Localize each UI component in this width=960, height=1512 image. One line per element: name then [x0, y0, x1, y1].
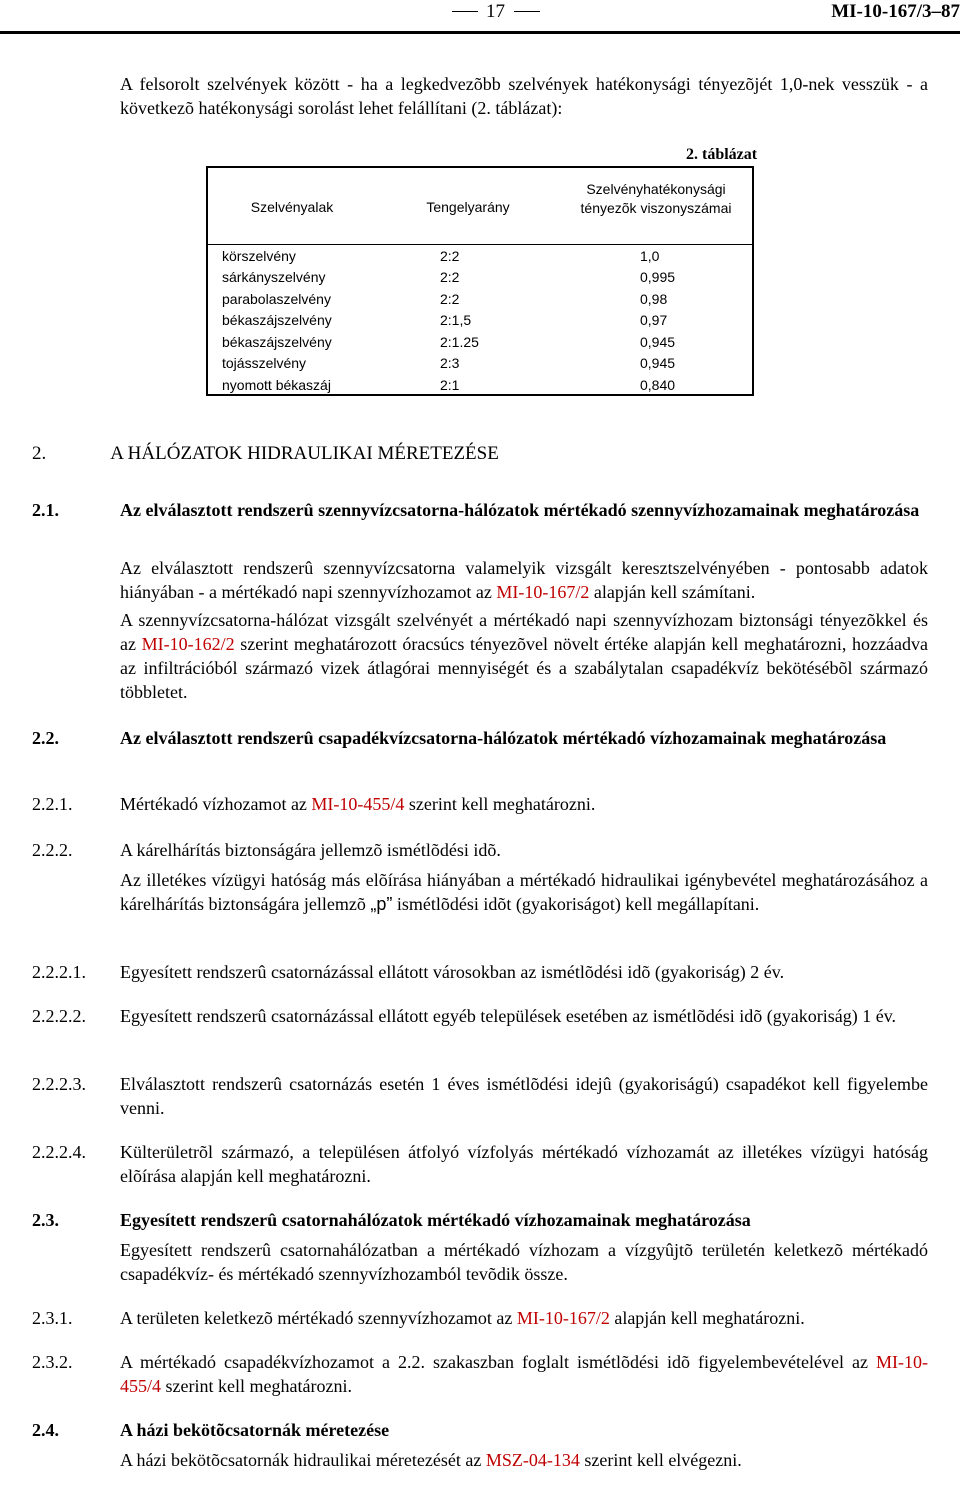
section-number: 2.3.: [32, 1210, 59, 1230]
paragraph-text: Egyesített rendszerû csatornázással ellátott városokban az ismétlõdési idõ (gyakoriság) 2 év.: [120, 962, 785, 982]
section-number: 2.3.1.: [32, 1308, 73, 1328]
header-rule: [0, 31, 960, 34]
table-cell-factor: 1,0: [640, 248, 660, 264]
efficiency-table: [206, 166, 754, 396]
table-header-shape: Szelvényalak: [250, 199, 334, 215]
section-number: 2.2.2.3.: [32, 1074, 86, 1094]
section-number: 2.2.2.1.: [32, 962, 86, 982]
paragraph-text: szerint meghatározott óracsúcs tényezõvel növelt értéke alapján kell meghatározni, hozzáadva az infiltrációból származó vizek átlagórai mennyiségét és a szabálytalan csapadékvíz bekötésébõl származó többletet.: [120, 634, 928, 702]
paragraph-text: Mértékadó vízhozamot az: [120, 794, 312, 814]
section-number: 2.2.: [32, 728, 59, 748]
section-number: 2.2.2.4.: [32, 1142, 86, 1162]
table-cell-factor: 0,945: [640, 334, 676, 350]
table-cell-shape: békaszájszelvény: [222, 312, 332, 328]
table-cell-ratio: 2:1,5: [440, 312, 472, 328]
paragraph-text: szerint kell meghatározni.: [404, 794, 596, 814]
paragraph-text: alapján kell meghatározni.: [609, 1308, 805, 1328]
paragraph-text: alapján kell számítani.: [589, 582, 756, 602]
table-cell-shape: parabolaszelvény: [222, 291, 331, 307]
table-cell-ratio: 2:3: [440, 355, 460, 371]
table-header-ratio: Tengelyarány: [426, 199, 510, 215]
section-number: 2.2.2.: [32, 840, 73, 860]
paragraph-text: Az illetékes vízügyi hatóság más elõírása hiányában a mértékadó hidraulikai igénybevétel meghatározásához a kárelhárítás biztonságára jellemzõ: [120, 870, 928, 914]
standard-reference: MI-10-167/2: [496, 582, 590, 602]
paragraph-text: A szennyvízcsatorna-hálózat vizsgált szelvényét a mértékadó napi szennyvízhozam biztonsági tényezõkkel és az: [120, 610, 928, 654]
document-code: MI-10-167/3–87: [831, 1, 960, 22]
table-cell-shape: sárkányszelvény: [222, 269, 326, 285]
table-cell-shape: körszelvény: [222, 248, 296, 264]
paragraph-text: Külterületrõl származó, a településen átfolyó vízfolyás mértékadó vízhozamát az illetékes vízügyi hatóság elõírása alapján kell meghatározni.: [120, 1142, 928, 1186]
header-dash-right: [514, 11, 540, 12]
table-cell-ratio: 2:2: [440, 248, 460, 264]
table-cell-shape: nyomott békaszáj: [222, 377, 331, 393]
section-number: 2.2.2.2.: [32, 1006, 86, 1026]
section-title: A kárelhárítás biztonságára jellemzõ ismétlõdési idõ.: [120, 840, 501, 860]
section-2-number: 2.: [32, 443, 47, 464]
paragraph-text: Elválasztott rendszerû csatornázás esetén 1 éves ismétlõdési idejû (gyakoriságú) csapadékot kell figyelembe venni.: [120, 1074, 928, 1118]
table-cell-ratio: 2:2: [440, 291, 460, 307]
table-cell-factor: 0,98: [640, 291, 668, 307]
section-number: 2.2.1.: [32, 794, 73, 814]
table-cell-factor: 0,995: [640, 269, 676, 285]
table-cell-ratio: 2:2: [440, 269, 460, 285]
table-cell-ratio: 2:1: [440, 377, 460, 393]
paragraph-text: Egyesített rendszerû csatornázással ellátott egyéb települések esetében az ismétlõdési idõ (gyakoriság) 1 év.: [120, 1006, 897, 1026]
intro-paragraph: A felsorolt szelvények között - ha a legkedvezõbb szelvények hatékonysági tényezõjét 1,0-nek vesszük - a következõ hatékonysági sorolást lehet felállítani (2. táblázat):: [120, 74, 928, 118]
standard-reference: MI-10-455/4: [311, 794, 405, 814]
section-number: 2.3.2.: [32, 1352, 73, 1372]
standard-reference: MI-10-167/2: [516, 1308, 610, 1328]
section-2-heading: [32, 443, 499, 465]
section-number: 2.4.: [32, 1420, 59, 1440]
section-title: A házi bekötõcsatornák méretezése: [120, 1420, 390, 1440]
page-header: [0, 0, 960, 24]
return-period-symbol: „p”: [370, 894, 393, 914]
paragraph-text: Az elválasztott rendszerû szennyvízcsatorna valamelyik vizsgált keresztszelvényében - pontosabb adatok hiányában - a mértékadó napi szennyvízhozamot az: [120, 558, 928, 602]
table-header-factor: Szelvényhatékonysági tényezõk viszonyszámai: [580, 181, 732, 216]
paragraph-text: szerint kell meghatározni.: [161, 1376, 352, 1396]
table-cell-shape: békaszájszelvény: [222, 334, 332, 350]
section-title: Az elválasztott rendszerû szennyvízcsatorna-hálózatok mértékadó szennyvízhozamainak meghatározása: [120, 500, 920, 520]
header-dash-left: [452, 11, 478, 12]
table-cell-ratio: 2:1.25: [440, 334, 479, 350]
page-number: 17: [486, 1, 505, 22]
table-cell-shape: tojásszelvény: [222, 355, 307, 371]
section-title: Egyesített rendszerû csatornahálózatok mértékadó vízhozamainak meghatározása: [120, 1210, 751, 1230]
standard-reference: MSZ-04-134: [485, 1450, 580, 1470]
standard-reference: MI-10-162/2: [141, 634, 235, 654]
paragraph-text: A területen keletkezõ mértékadó szennyvízhozamot az: [120, 1308, 517, 1328]
section-title: Az elválasztott rendszerû csapadékvízcsatorna-hálózatok mértékadó vízhozamainak meghatározása: [120, 728, 887, 748]
paragraph-text: szerint kell elvégezni.: [579, 1450, 742, 1470]
section-number: 2.1.: [32, 500, 59, 520]
section-2-title: A HÁLÓZATOK HIDRAULIKAI MÉRETEZÉSE: [110, 443, 499, 464]
standard-reference: MI-10-455/4: [120, 1352, 928, 1396]
paragraph-text: A házi bekötõcsatornák hidraulikai méretezését az: [120, 1450, 486, 1470]
table-cell-factor: 0,840: [640, 377, 676, 393]
table-caption: 2. táblázat: [686, 146, 758, 163]
table-cell-factor: 0,97: [640, 312, 668, 328]
table-cell-factor: 0,945: [640, 355, 676, 371]
paragraph-text: Egyesített rendszerû csatornahálózatban a mértékadó vízhozam a vízgyûjtõ területén keletkezõ mértékadó csapadékvíz- és mértékadó szennyvízhozamból tevõdik össze.: [120, 1240, 928, 1284]
paragraph-text: A mértékadó csapadékvízhozamot a 2.2. szakaszban foglalt ismétlõdési idõ figyelembevételével az: [120, 1352, 876, 1372]
paragraph-text: ismétlõdési idõt (gyakoriságot) kell megállapítani.: [392, 894, 760, 914]
table-header-rule: [208, 244, 752, 245]
